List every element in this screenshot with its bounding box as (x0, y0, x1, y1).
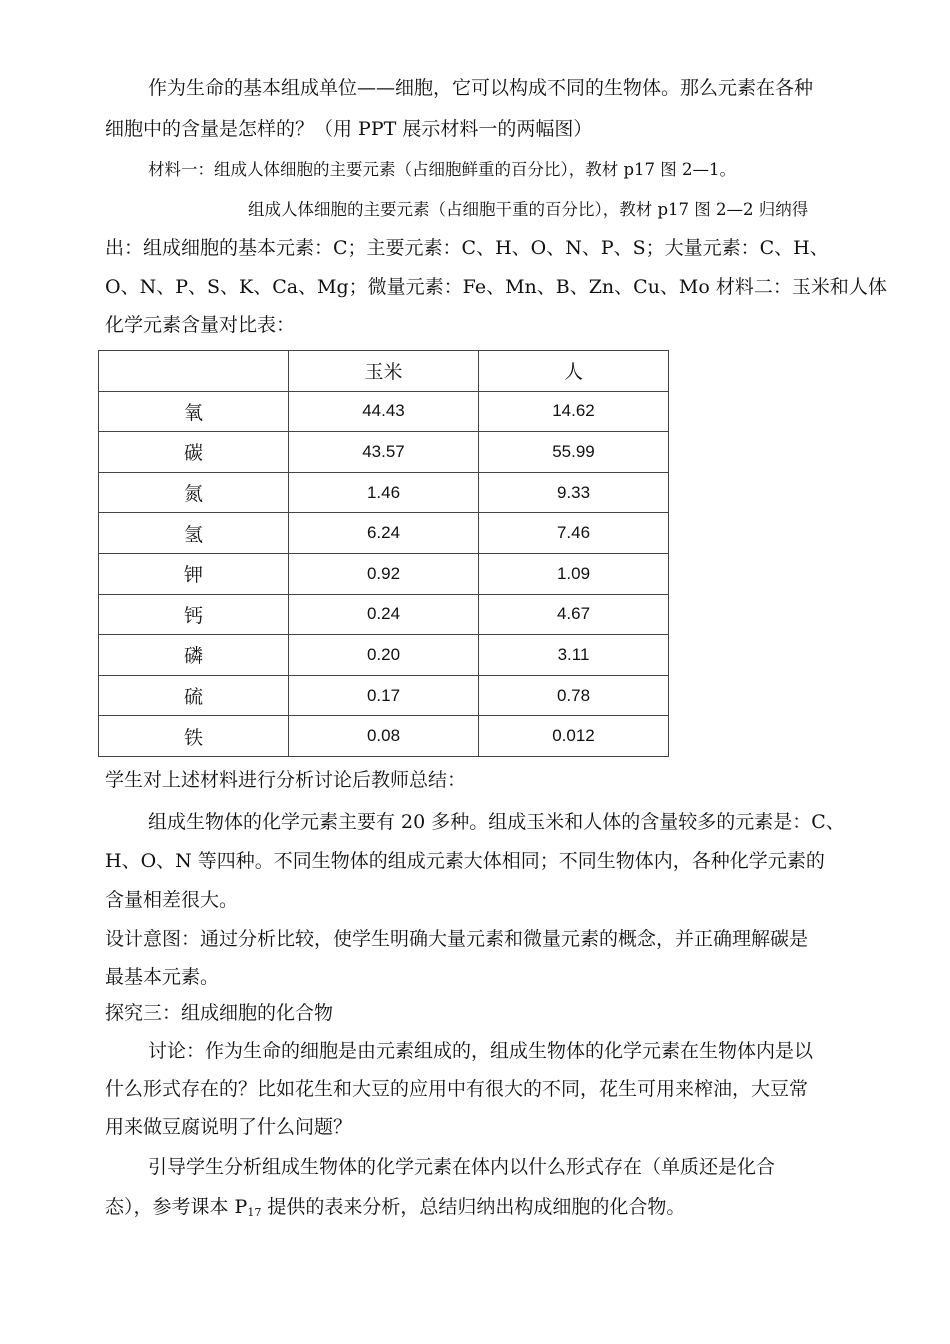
paragraph-line: 作为生命的基本组成单位——细胞，它可以构成不同的生物体。那么元素在各种 (148, 77, 814, 99)
table-cell: 0.17 (289, 675, 479, 716)
table-header-row (99, 351, 669, 392)
table-header-cell: 玉米 (289, 351, 479, 392)
table-cell: 6.24 (289, 513, 479, 554)
table-row (99, 391, 669, 432)
material-line: 化学元素含量对比表： (105, 314, 296, 336)
discussion-line: 什么形式存在的？比如花生和大豆的应用中有很大的不同，花生可用来榨油，大豆常 (105, 1078, 809, 1100)
summary-line: H、O、N 等四种。不同生物体的组成元素大体相同；不同生物体内，各种化学元素的 (105, 850, 825, 872)
material-line: O、N、P、S、K、Ca、Mg；微量元素：Fe、Mn、B、Zn、Cu、Mo 材料二：玉米和人体 (105, 276, 887, 298)
guide-line: 引导学生分析组成生物体的化学元素在体内以什么形式存在（单质还是化合 (148, 1156, 776, 1178)
guide-text: 态），参考课本 P (105, 1196, 248, 1218)
paragraph-line: 细胞中的含量是怎样的？（用 PPT 展示材料一的两幅图） (105, 118, 593, 140)
guide-line (105, 1195, 685, 1225)
table-row (99, 432, 669, 473)
summary-line: 组成生物体的化学元素主要有 20 多种。组成玉米和人体的含量较多的元素是：C、 (148, 811, 845, 833)
table-cell: 14.62 (479, 391, 669, 432)
design-intent-line: 最基本元素。 (105, 966, 220, 988)
element-comparison-table (98, 350, 669, 757)
material-line: 出：组成细胞的基本元素：C；主要元素：C、H、O、N、P、S；大量元素：C、H、 (105, 237, 829, 259)
table-cell: 55.99 (479, 432, 669, 473)
table-row (99, 472, 669, 513)
guide-text: 提供的表来分析，总结归纳出构成细胞的化合物。 (261, 1196, 686, 1218)
table-cell: 氧 (99, 391, 289, 432)
discussion-line: 用来做豆腐说明了什么问题？ (105, 1116, 353, 1138)
table-cell: 1.09 (479, 553, 669, 594)
table-header-cell: 人 (479, 351, 669, 392)
table-cell: 氮 (99, 472, 289, 513)
table-row (99, 716, 669, 757)
table-cell: 0.92 (289, 553, 479, 594)
table-cell: 钾 (99, 553, 289, 594)
table-row (99, 594, 669, 635)
table-row (99, 513, 669, 554)
design-intent-line: 设计意图：通过分析比较，使学生明确大量元素和微量元素的概念，并正确理解碳是 (105, 928, 809, 950)
table-cell: 0.012 (479, 716, 669, 757)
table-header-cell (99, 351, 289, 392)
table-row (99, 675, 669, 716)
discussion-line: 讨论：作为生命的细胞是由元素组成的，组成生物体的化学元素在生物体内是以 (148, 1040, 814, 1062)
page-subscript: 17 (247, 1206, 262, 1219)
table-cell: 硫 (99, 675, 289, 716)
material-line: 组成人体细胞的主要元素（占细胞干重的百分比），教材 p17 图 2—2 归纳得 (248, 200, 809, 219)
section-heading: 探究三：组成细胞的化合物 (105, 1002, 334, 1024)
table-cell: 3.11 (479, 635, 669, 676)
table-cell: 0.24 (289, 594, 479, 635)
table-cell: 磷 (99, 635, 289, 676)
table-cell: 钙 (99, 594, 289, 635)
summary-line: 含量相差很大。 (105, 889, 239, 911)
table-cell: 0.08 (289, 716, 479, 757)
table-cell: 43.57 (289, 432, 479, 473)
table-cell: 9.33 (479, 472, 669, 513)
table-cell: 0.78 (479, 675, 669, 716)
table-row (99, 553, 669, 594)
table-cell: 1.46 (289, 472, 479, 513)
table-cell: 铁 (99, 716, 289, 757)
paragraph-line: 学生对上述材料进行分析讨论后教师总结： (105, 769, 467, 791)
table-cell: 7.46 (479, 513, 669, 554)
table-row (99, 635, 669, 676)
table-cell: 氢 (99, 513, 289, 554)
table-cell: 碳 (99, 432, 289, 473)
table-cell: 0.20 (289, 635, 479, 676)
table-cell: 44.43 (289, 391, 479, 432)
material-line: 材料一：组成人体细胞的主要元素（占细胞鲜重的百分比），教材 p17 图 2—1。 (148, 160, 737, 179)
table-cell: 4.67 (479, 594, 669, 635)
